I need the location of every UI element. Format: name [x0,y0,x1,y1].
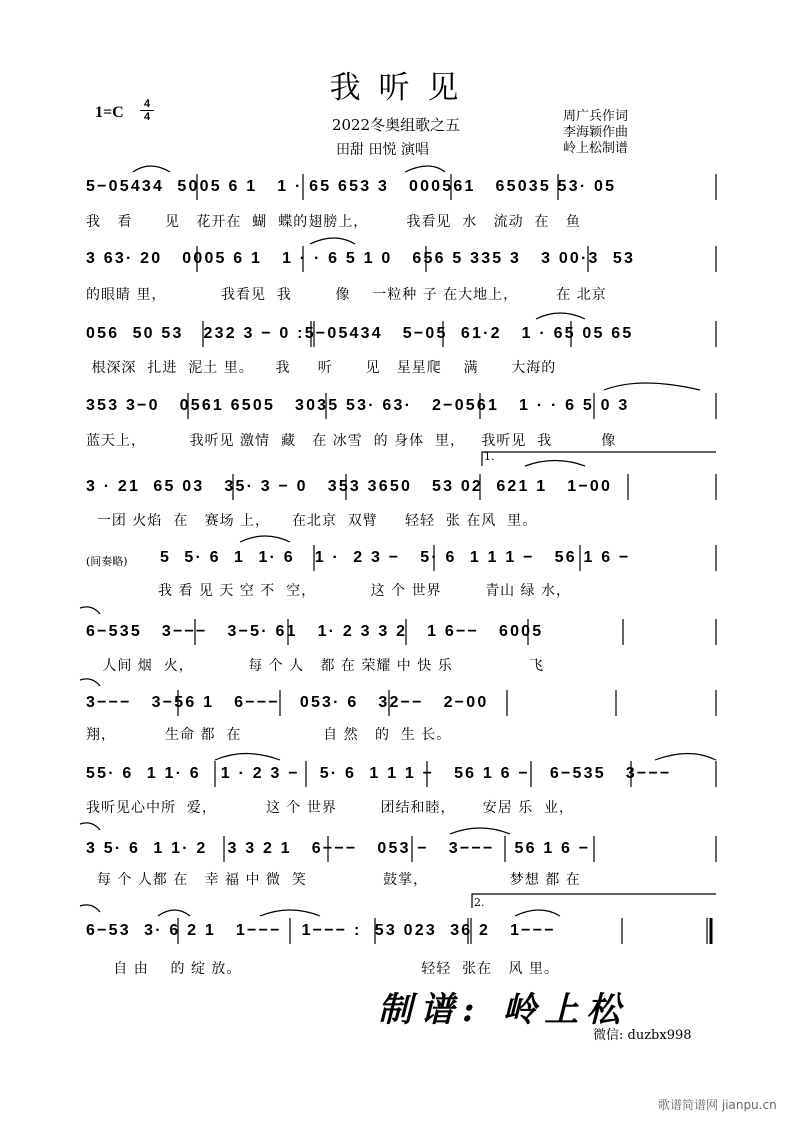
key-signature: 1=C [95,104,124,121]
song-title: 我 听 见 [329,70,463,106]
lyrics-row-11: 自 由 的 绽 放。 轻轻 张在 风 里。 [86,961,559,977]
lyrics-row-9: 我听见心中所 爱， 这 个 世界 团结和睦， 安居 乐 业， [86,800,575,816]
notation-row-4: 353 3−0 0561 6505 3035 53· 63· 2−0561 1 · · 6 5 0 3 [86,397,630,414]
notation-row-5: 3 · 21 65 03 35· 3 − 0 353 3650 53 02 621 1 1−00 [86,478,613,495]
lyrics-row-7: 人间 烟 火， 每 个 人 都 在 荣耀 中 快 乐 飞 [86,658,545,674]
notation-row-11: 6−53 3· 6 2 1 1−−− 1−−− : 53 023 36 2 1−−− [86,922,556,939]
interlude-note: (间奏略) [86,555,128,568]
notation-row-10: 3 5· 6 1 1· 2 3 3 2 1 6−−− 053 − 3−−− 56 1 6 − [86,840,591,857]
song-subtitle: 2022冬奥组歌之五 [331,116,461,134]
first-ending-label: 1. [484,450,495,463]
lyrics-row-4: 蓝天上， 我听见 激情 藏 在 冰雪 的 身体 里， 我听见 我 像 [86,433,617,449]
lyrics-row-1: 我 看 见 花开在 蝴 蝶的翅膀上， 我看见 水 流动 在 鱼 [86,214,581,230]
site-watermark: 歌谱简谱网 jianpu.cn [658,1098,777,1112]
composer: 李海颖作曲 [563,125,629,140]
notation-row-1: 5−05434 5005 6 1 1 · 65 653 3 000561 65035 53· 05 [86,178,617,195]
notation-row-3: 056 50 53 232 3 − 0 :5−05434 5−05 61·2 1 · 65 05 65 [86,325,634,342]
transcriber: 岭上松制谱 [563,141,629,156]
lyrics-row-5: 一团 火焰 在 赛场 上， 在北京 双臂 轻轻 张 在风 里。 [86,513,538,529]
time-signature-top: 4 [140,98,154,111]
lyrics-row-8: 翔， 生命 都 在 自 然 的 生 长。 [86,727,452,743]
wechat-contact: 微信: duzbx998 [593,1028,692,1043]
lyrics-row-10: 每 个 人都 在 幸 福 中 微 笑 鼓掌， 梦想 都 在 [86,872,581,888]
notation-row-9: 55· 6 1 1· 6 1 · 2 3 − 5· 6 1 1 1 − 56 1 6 − 6−535 3−−− [86,765,672,782]
transcriber-signature: 制谱: 岭上松 [378,990,629,1030]
second-ending-label: 2. [474,896,485,909]
notation-row-6: 5 5· 6 1 1· 6 1 · 2 3 − 5· 6 1 1 1 − 56 1 6 − [160,549,631,566]
singers: 田甜 田悦 演唱 [336,142,429,158]
lyrics-row-6: 我 看 见 天 空 不 空， 这 个 世界 青山 绿 水， [158,583,572,599]
time-signature-bottom: 4 [143,111,151,123]
notation-row-7: 6−535 3−−− 3−5· 61 1· 2 3 3 2 1 6−− 6005 [86,623,544,640]
notation-row-2: 3 63· 20 0005 6 1 1 · · 6 5 1 0 656 5 335 3 3 00·3 53 [86,250,636,267]
notation-row-8: 3−−− 3−56 1 6−−− 053· 6 32−− 2−00 [86,694,489,711]
lyrics-row-3: 根深深 扎进 泥土 里。 我 听 见 星星爬 满 大海的 [86,360,557,376]
lyrics-row-2: 的眼睛 里， 我看见 我 像 一粒种 子 在大地上， 在 北京 [86,287,607,303]
lyricist: 周广兵作词 [563,109,629,124]
